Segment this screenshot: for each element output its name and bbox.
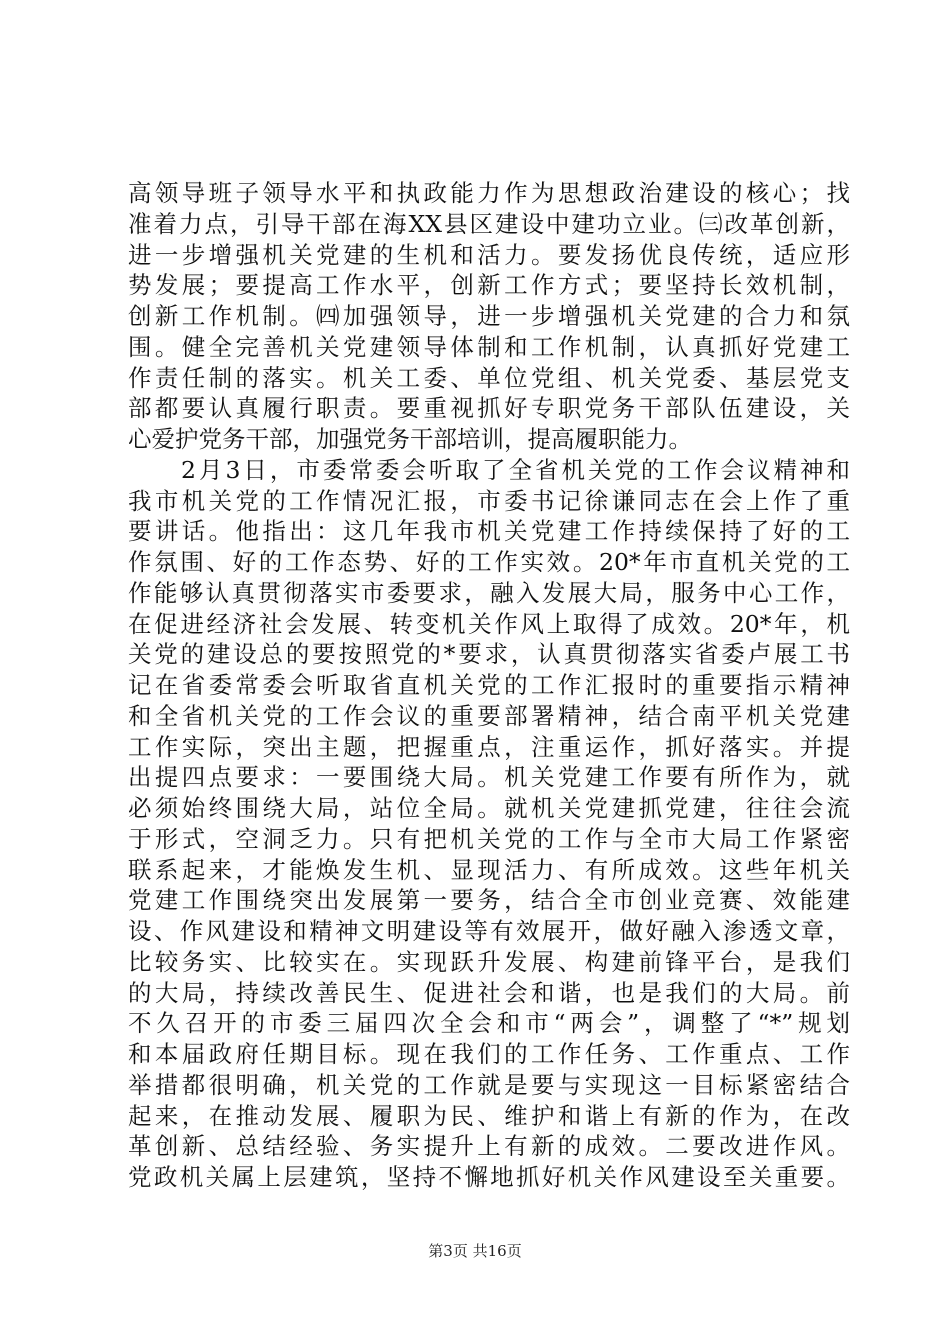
document-body xyxy=(128,178,850,1193)
text-line: 党政机关属上层建筑，坚持不懈地抓好机关作风建设至关重要。 xyxy=(128,1163,850,1191)
text-line: 于形式，空洞乏力。只有把机关党的工作与全市大局工作紧密 xyxy=(128,824,850,853)
text-line: 联系起来，才能焕发生机、显现活力、有所成效。这些年机关 xyxy=(128,855,850,884)
text-line: 记在省委常委会听取省直机关党的工作汇报时的重要指示精神 xyxy=(128,671,850,699)
text-line: 和全省机关党的工作会议的重要部署精神，结合南平机关党建 xyxy=(128,701,850,730)
text-line: 革创新、总结经验、务实提升上有新的成效。二要改进作风。 xyxy=(128,1132,850,1161)
page-number-footer: 第3页 共16页 xyxy=(428,1242,522,1260)
text-line: 和本届政府任期目标。现在我们的工作任务、工作重点、工作 xyxy=(128,1040,850,1068)
text-line: 2月3日，市委常委会听取了全省机关党的工作会议精神和 xyxy=(128,455,850,484)
text-line: 高领导班子领导水平和执政能力作为思想政治建设的核心；找 xyxy=(128,179,850,207)
text-line: 关党的建设总的要按照党的*要求，认真贯彻落实省委卢展工书 xyxy=(128,640,850,669)
text-line: 设、作风建设和精神文明建设等有效展开，做好融入渗透文章， xyxy=(128,917,850,945)
text-line: 进一步增强机关党建的生机和活力。要发扬优良传统，适应形 xyxy=(128,240,850,269)
text-line: 起来，在推动发展、履职为民、维护和谐上有新的作为，在改 xyxy=(128,1101,850,1130)
text-line: 心爱护党务干部，加强党务干部培训，提高履职能力。 xyxy=(128,425,692,453)
text-line: 工作实际，突出主题，把握重点，注重运作，抓好落实。并提 xyxy=(128,732,850,761)
text-line: 创新工作机制。㈣加强领导，进一步增强机关党建的合力和氛 xyxy=(128,302,850,330)
text-line: 举措都很明确，机关党的工作就是要与实现这一目标紧密结合 xyxy=(128,1070,850,1099)
text-line: 势发展；要提高工作水平，创新工作方式；要坚持长效机制， xyxy=(128,271,850,300)
text-line: 必须始终围绕大局，站位全局。就机关党建抓党建，往往会流 xyxy=(128,794,850,822)
text-line: 作氛围、好的工作态势、好的工作实效。20*年市直机关党的工 xyxy=(128,548,850,576)
text-line: 比较务实、比较实在。实现跃升发展、构建前锋平台，是我们 xyxy=(128,947,850,976)
text-line: 党建工作围绕突出发展第一要务，结合全市创业竞赛、效能建 xyxy=(128,886,850,915)
text-line: 要讲话。他指出：这几年我市机关党建工作持续保持了好的工 xyxy=(128,517,850,546)
text-line: 作责任制的落实。机关工委、单位党组、机关党委、基层党支 xyxy=(128,363,850,392)
text-line: 出提四点要求：一要围绕大局。机关党建工作要有所作为，就 xyxy=(128,763,850,792)
text-line: 准着力点，引导干部在海XX县区建设中建功立业。㈢改革创新， xyxy=(128,209,850,238)
text-line: 我市机关党的工作情况汇报，市委书记徐谦同志在会上作了重 xyxy=(128,486,850,515)
text-line: 部都要认真履行职责。要重视抓好专职党务干部队伍建设，关 xyxy=(128,394,850,423)
text-line: 围。健全完善机关党建领导体制和工作机制，认真抓好党建工 xyxy=(128,332,850,361)
text-line: 在促进经济社会发展、转变机关作风上取得了成效。20*年，机 xyxy=(128,609,850,638)
text-line: 的大局，持续改善民生、促进社会和谐，也是我们的大局。前 xyxy=(128,978,850,1007)
text-line: 不久召开的市委三届四次全会和市“两会”，调整了“*”规划 xyxy=(128,1009,850,1038)
text-line: 作能够认真贯彻落实市委要求，融入发展大局，服务中心工作， xyxy=(128,578,850,607)
